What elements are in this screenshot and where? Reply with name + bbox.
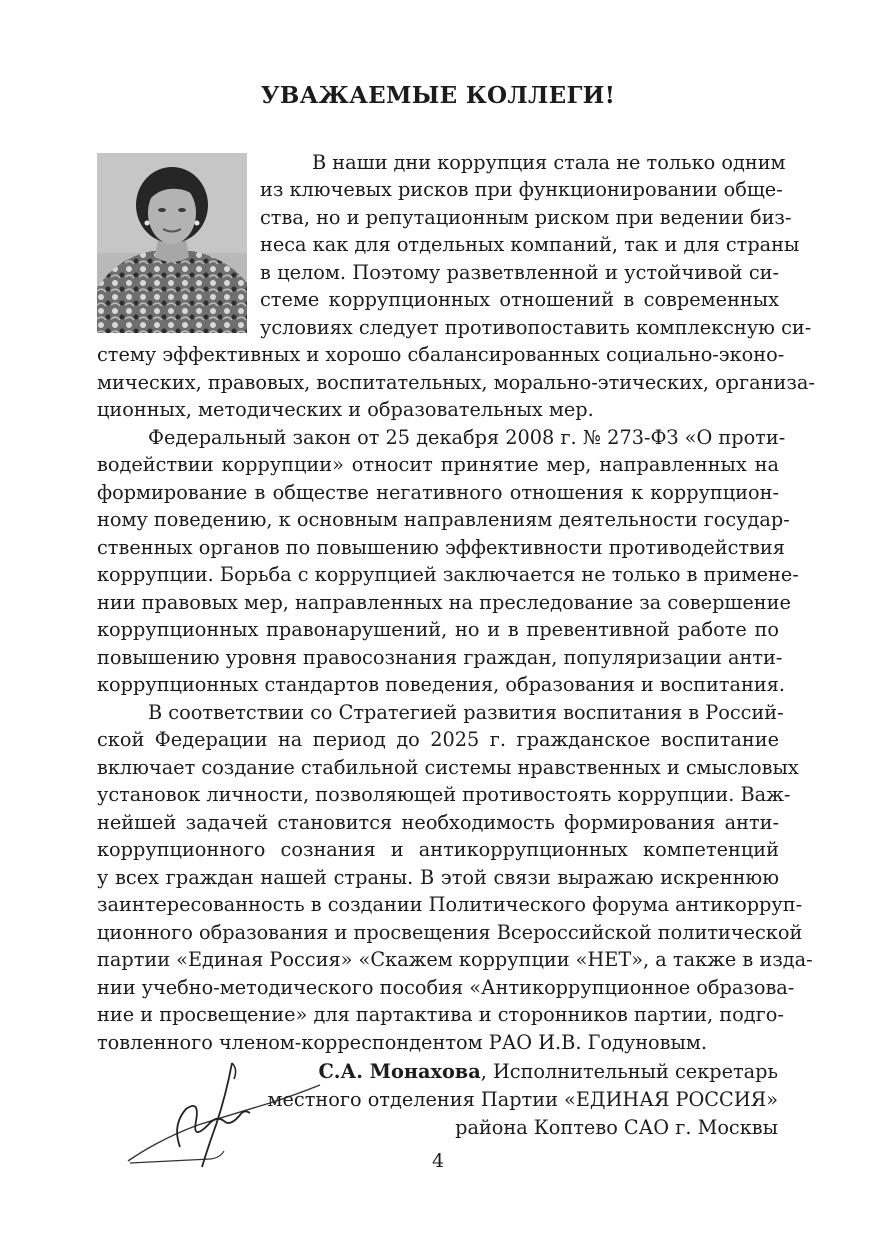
signer-role: , Исполнительный секретарь (480, 1060, 778, 1083)
signer-district: района Коптево САО г. Москвы (455, 1116, 778, 1139)
text-line: водействии коррупции» относит принятие мер, направленных на (97, 453, 779, 476)
text-line: у всех граждан нашей страны. В этой связи выражаю искреннюю (97, 866, 779, 889)
text-line: ние и просвещение» для партактива и сторонников партии, подго- (97, 1003, 784, 1026)
text-line: ционных, методических и образовательных мер. (97, 398, 594, 421)
text-line: неса как для отдельных компаний, так и для страны (260, 233, 800, 256)
text-line: установок личности, позволяющей противостоять коррупции. Важ- (97, 783, 791, 806)
text-line: коррупционных правонарушений, но и в превентивной работе по (97, 618, 779, 641)
text-line: нии учебно-методического пособия «Антикоррупционное образова- (97, 976, 795, 999)
text-line: повышению уровня правосознания граждан, популяризации анти- (97, 646, 783, 669)
text-line: Федеральный закон от 25 декабря 2008 г. № 273-ФЗ «О проти- (148, 426, 786, 449)
page-title: УВАЖАЕМЫЕ КОЛЛЕГИ! (260, 82, 616, 109)
text-line: стеме коррупционных отношений в современных (260, 288, 779, 311)
signature-block (268, 1058, 778, 1142)
text-line: мических, правовых, воспитательных, морально-этических, организа- (97, 371, 815, 394)
signer-org: местного отделения Партии «ЕДИНАЯ РОССИЯ» (267, 1088, 778, 1111)
page-number: 4 (431, 1150, 445, 1172)
text-line: условиях следует противопоставить комплексную си- (260, 316, 812, 339)
text-line: ственных органов по повышению эффективности противодействия (97, 536, 785, 559)
text-line: нейшей задачей становится необходимость формирования анти- (97, 811, 779, 834)
text-line: товленного членом-корреспондентом РАО И.В. Годуновым. (97, 1031, 707, 1054)
text-line: коррупции. Борьба с коррупцией заключается не только в примене- (97, 563, 799, 586)
text-line: В наши дни коррупция стала не только одним (312, 151, 786, 174)
signer-name: С.А. Монахова (318, 1060, 481, 1083)
text-line: формирование в обществе негативного отношения к коррупцион- (97, 481, 779, 504)
text-line: включает создание стабильной системы нравственных и смысловых (97, 756, 799, 779)
text-line: ному поведению, к основным направлениям деятельности государ- (97, 508, 790, 531)
text-line: заинтересованность в создании Политического форума антикорруп- (97, 893, 803, 916)
text-line: стему эффективных и хорошо сбалансированных социально-эконо- (97, 343, 785, 366)
text-line: ционного образования и просвещения Всероссийской политической (97, 921, 803, 944)
text-line: в целом. Поэтому разветвленной и устойчивой си- (260, 261, 779, 284)
text-line: ства, но и репутационным риском при ведении биз- (260, 206, 792, 229)
text-line: коррупционных стандартов поведения, образования и воспитания. (97, 673, 785, 696)
text-line: коррупционного сознания и антикоррупционных компетенций (97, 838, 779, 861)
text-line: ской Федерации на период до 2025 г. гражданское воспитание (97, 728, 779, 751)
author-photo (97, 153, 247, 333)
text-line: партии «Единая Россия» «Скажем коррупции «НЕТ», а также в изда- (97, 948, 813, 971)
text-line: В соответствии со Стратегией развития воспитания в Россий- (148, 701, 784, 724)
text-line: из ключевых рисков при функционировании обще- (260, 178, 783, 201)
text-line: нии правовых мер, направленных на преследование за совершение (97, 591, 791, 614)
